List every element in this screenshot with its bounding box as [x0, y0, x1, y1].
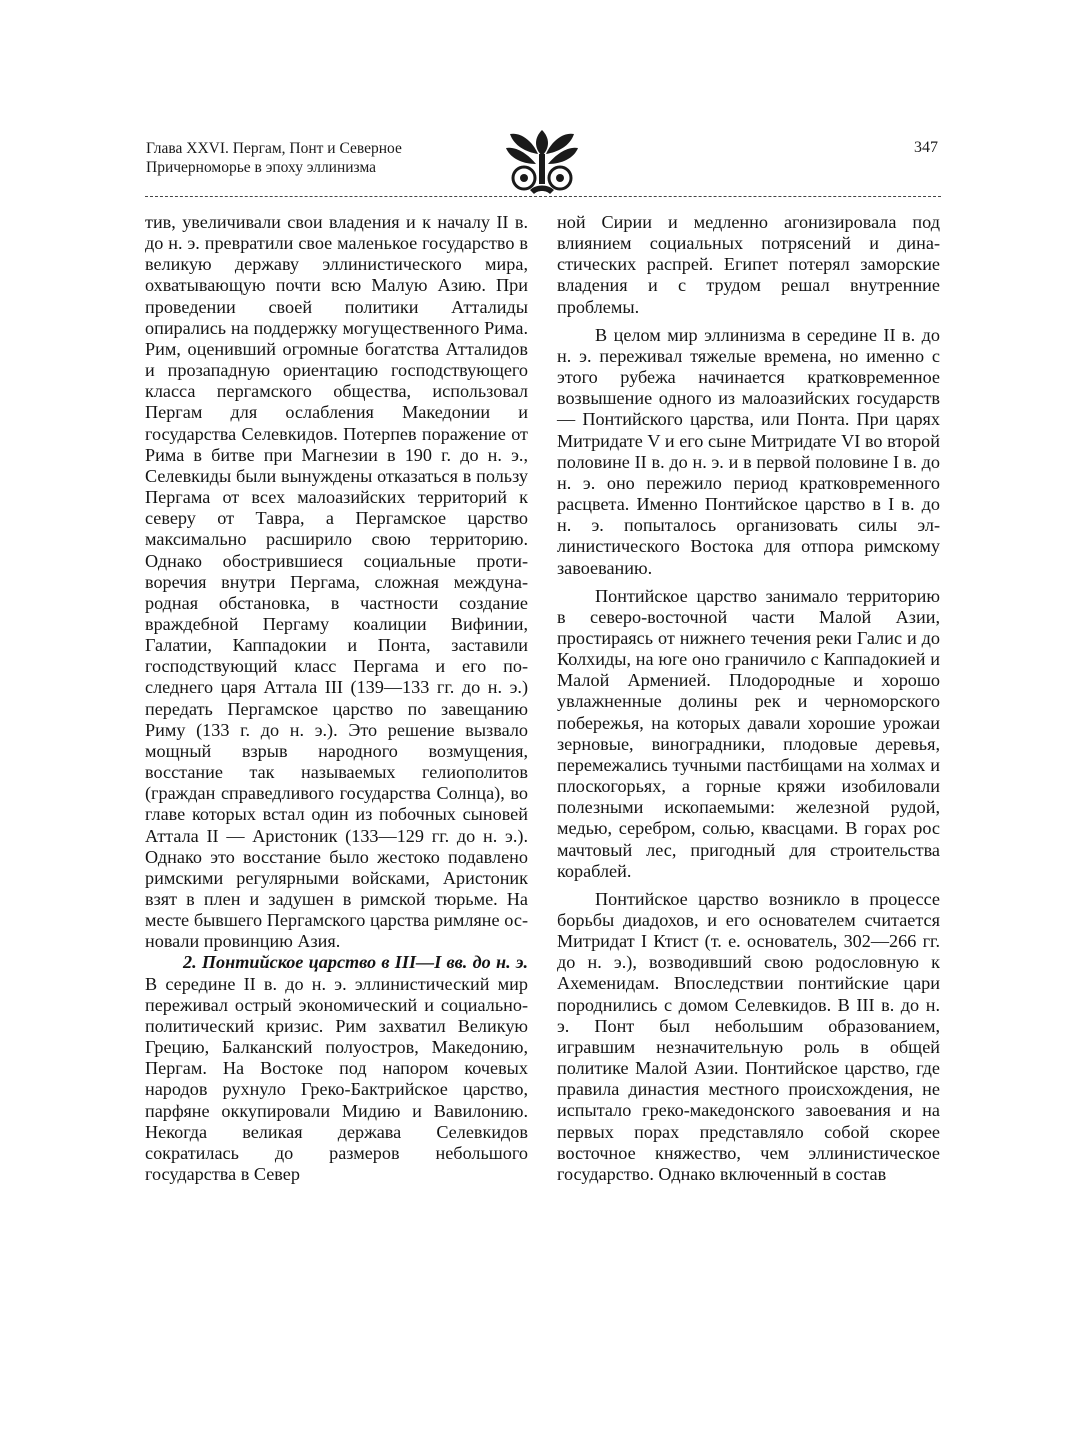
paragraph: ной Сирии и медленно агонизировала под влиянием социальных потрясений и династических распрей. Египет потерял заморские владения и с трудом решал внутренние проблемы. — [557, 212, 940, 317]
chapter-title-line1: Глава XXVI. Пергам, Понт и Северное — [146, 140, 402, 157]
paragraph: Понтийское царство возникло в процессе борьбы диадохов, и его основателем считается Митридат I Ктист (т. е. основатель, 302—266 гг. до н. э.), возводивший свою родословную к Ахеменидам. Впоследствии понтийские цари породнились с домом Селевкидов. В III в. до н. э. Понт был небольшим образованием, игравшим незначительную роль в общей политике Малой Азии. Понтийское царство, где правила династия местного происхождения, не испытало греко-македонского завоевания и на первых порах представляло собой скорее восточное княжество, чем эллинистическое государство. Однако включенный в состав — [557, 888, 940, 1184]
floral-ornament-icon — [504, 124, 580, 198]
paragraph-text: В середине II в. до н. э. эллинистический мир переживал острый экономический и социально-политический кризис. Рим захватил Великую Грецию, Балканский полуостров, Македонию, Пергам. На Востоке под напором кочевых народов рухнуло Греко-Бактрийское царство, парфяне оккупировали Мидию и Вавилонию. Некогда великая держава Селевкидов сократилась до размеров небольшого государства в Север — [145, 973, 528, 1185]
section-heading: 2. Понтийское царство в III—I вв. до н. э. — [183, 952, 528, 973]
header-divider — [145, 196, 941, 197]
page-number: 347 — [914, 139, 938, 156]
paragraph — [145, 952, 528, 1185]
left-column — [145, 212, 528, 1185]
chapter-title-line2: Причерноморье в эпоху эллинизма — [146, 159, 377, 176]
right-column — [557, 212, 940, 1185]
paragraph: Понтийское царство занимало территорию в северо-восточной части Малой Азии, простираясь от нижнего течения реки Галис и до Колхиды, на юге оно граничило с Каппадокией и Малой Арменией. Плодородные и хорошо увлажненные долины рек и черноморского побережья, на которых давали хорошие урожаи зерновые, виноградники, плодовые деревья, перемежались тучными пастбищами на холмах и плоскогорьях, а горные кряжи изобиловали полезными ископаемыми: железной рудой, медью, серебром, солью, квасцами. В горах рос мачтовый лес, пригодный для строительства кораблей. — [557, 585, 940, 881]
paragraph: В целом мир эллинизма в середине II в. до н. э. переживал тяжелые времена, но именно с этого рубежа начинается кратковременное возвышение одного из малоазийских государств — Понтийского царства, или Понта. При царях Митридате V и его сыне Митридате VI во второй половине II в. до н. э. и в первой половине I в. до н. э. оно пережило период кратковременного расцвета. Именно Понтийское царство в I в. до н. э. попыталось организовать силы эллинистического Востока для отпора римскому завоеванию. — [557, 324, 940, 578]
paragraph: тив, увеличивали свои владения и к началу II в. до н. э. превратили свое маленькое государство в великую державу эллинистического мира, охватывающую почти всю Малую Азию. При проведении своей политики Атталиды опирались на поддержку могущественного Рима. Рим, оценивший огромные богатства Атталидов и прозападную ориентацию господствующего класса пергамского общества, использовал Пергам для ослабления Македонии и государства Селевкидов. Потерпев поражение от Рима в битве при Магнезии в 190 г. до н. э., Селевкиды были вынуждены отказаться в пользу Пергама от всех малоазийских территорий к северу от Тавра, а Пергамское царство максимально расширило свою территорию. Однако обострившиеся социальные противоречия внутри Пергама, сложная международная обстановка, в частности создание враждебной Пергаму коалиции Вифинии, Галатии, Каппадокии и Понта, заставили господствующий класс Пергама и его последнего царя Аттала III (139—133 гг. до н. э.) передать Пергамское царство по завещанию Риму (133 г. до н. э.). Это решение вызвало мощный взрыв народного возмущения, восстание так называемых гелиополитов (граждан справедливого государства Солнца), во главе которых встал один из побочных сыновей Аттала II — Аристоник (133—129 гг. до н. э.). Однако это восстание было жестоко подавлено римскими регулярными войсками, Аристоник взят в плен и задушен в римской тюрьме. На месте бывшего Пергамского царства римляне основали провинцию Азия. — [145, 212, 528, 952]
running-head — [146, 139, 402, 177]
